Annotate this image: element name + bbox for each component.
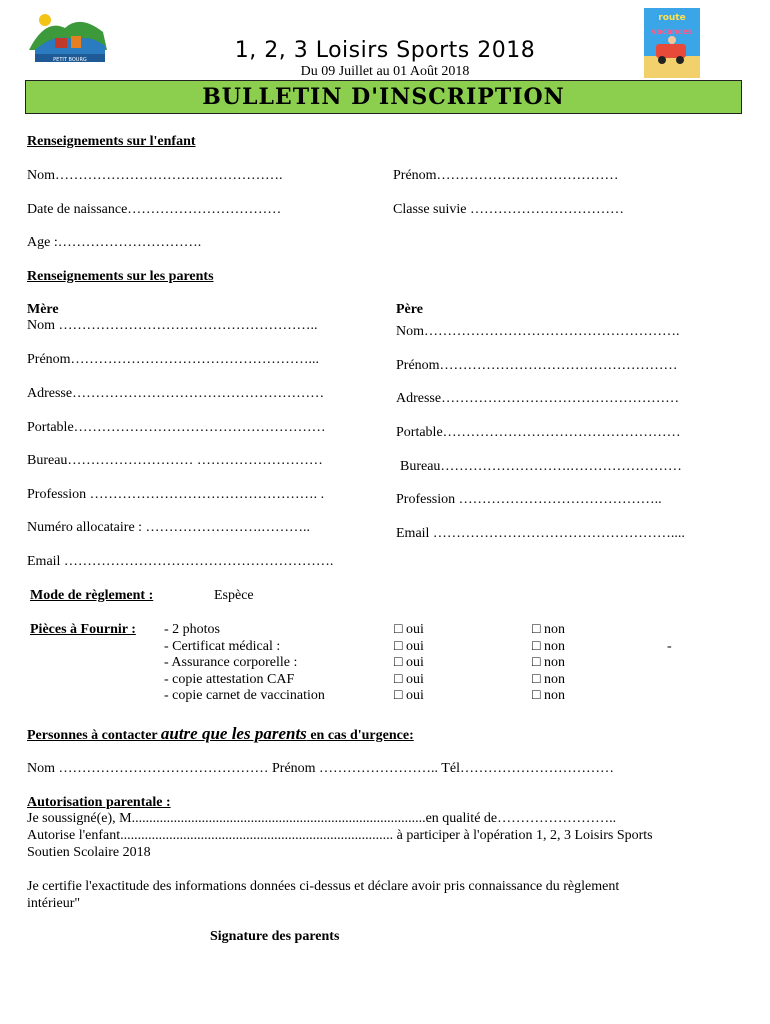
page-title: 1, 2, 3 Loisirs Sports 2018 — [234, 38, 536, 63]
mere-email-field[interactable]: Email …………………………………………………. — [27, 554, 334, 569]
enfant-classe-field[interactable]: Classe suivie …………………………… — [393, 202, 624, 217]
autorisation-line-soutien: Soutien Scolaire 2018 — [27, 845, 151, 860]
pere-adresse-field[interactable]: Adresse…………………………………………… — [396, 391, 680, 406]
piece-item-photos: - 2 photos — [164, 622, 220, 637]
svg-text:PETIT BOURG: PETIT BOURG — [53, 57, 87, 63]
non-checkbox[interactable]: □ non — [532, 655, 565, 670]
piece-item-vaccination: - copie carnet de vaccination — [164, 688, 325, 703]
pere-prenom-field[interactable]: Prénom…………………………………………… — [396, 358, 678, 373]
page-dates: Du 09 Juillet au 01 Août 2018 — [300, 64, 470, 79]
non-checkbox[interactable]: □ non — [532, 639, 565, 654]
section-enfant-heading: Renseignements sur l'enfant — [27, 134, 196, 149]
urgence-heading-part3: en cas d'urgence: — [306, 728, 414, 743]
mere-allocataire-field[interactable]: Numéro allocataire : …………………….……….. — [27, 520, 311, 535]
mere-nom-field[interactable]: Nom ……………………………………………….. — [27, 318, 318, 333]
urgence-heading-part2: autre que les parents — [160, 724, 307, 743]
enfant-date-naissance-field[interactable]: Date de naissance…………………………… — [27, 202, 282, 217]
enfant-prenom-field[interactable]: Prénom………………………………… — [393, 168, 619, 183]
non-checkbox[interactable]: □ non — [532, 672, 565, 687]
urgence-heading-part1: Personnes à contacter — [27, 728, 161, 743]
autorisation-line-soussigne[interactable]: Je soussigné(e), M....................................................................................en qualité de…………………….. — [27, 811, 617, 826]
piece-item-certificat: - Certificat médical : — [164, 639, 281, 654]
mere-adresse-field[interactable]: Adresse……………………………………………… — [27, 386, 325, 401]
pieces-label: Pièces à Fournir : — [30, 622, 136, 637]
oui-checkbox[interactable]: □ oui — [394, 672, 424, 687]
non-checkbox[interactable]: □ non — [532, 622, 565, 637]
autorisation-line-enfant[interactable]: Autorise l'enfant.............................................................................. à participer à l'opération 1, 2, 3 Loisirs Sports — [27, 828, 653, 843]
mere-label: Mère — [27, 302, 59, 317]
certify-text-line2: intérieur" — [27, 896, 81, 911]
mere-portable-field[interactable]: Portable……………………………………………… — [27, 420, 326, 435]
autorisation-heading: Autorisation parentale : — [27, 795, 171, 810]
enfant-nom-field[interactable]: Nom…………………………………………. — [27, 168, 283, 183]
non-checkbox[interactable]: □ non — [532, 688, 565, 703]
certify-text-line1: Je certifie l'exactitude des informations données ci-dessus et déclare avoir pris connaissance du règlement — [27, 879, 620, 894]
pere-email-field[interactable]: Email …………………………………………….... — [396, 526, 685, 541]
banner-title: BULLETIN D'INSCRIPTION — [202, 84, 565, 110]
oui-checkbox[interactable]: □ oui — [394, 688, 424, 703]
pere-bureau-field[interactable]: Bureau……………………….…………………… — [400, 459, 682, 474]
urgence-heading — [27, 726, 414, 744]
urgence-contact-field[interactable]: Nom ……………………………………… Prénom …………………….. Tél…………………………… — [27, 761, 614, 776]
pere-label: Père — [396, 302, 423, 317]
reglement-label: Mode de règlement : — [30, 588, 154, 603]
title-banner — [25, 80, 742, 114]
piece-item-caf: - copie attestation CAF — [164, 672, 295, 687]
mere-prenom-field[interactable]: Prénom……………………………………………... — [27, 352, 320, 367]
signature-label: Signature des parents — [210, 929, 340, 944]
enfant-age-field[interactable]: Age :…………………………. — [27, 235, 202, 250]
pere-profession-field[interactable]: Profession …………………………………….. — [396, 492, 662, 507]
dash-mark: - — [667, 639, 672, 654]
pere-portable-field[interactable]: Portable…………………………………………… — [396, 425, 681, 440]
mere-bureau-field[interactable]: Bureau……………………… ……………………… — [27, 453, 323, 468]
piece-item-assurance: - Assurance corporelle : — [164, 655, 298, 670]
oui-checkbox[interactable]: □ oui — [394, 622, 424, 637]
svg-text:route: route — [658, 13, 686, 23]
reglement-value: Espèce — [214, 588, 254, 603]
oui-checkbox[interactable]: □ oui — [394, 639, 424, 654]
section-parents-heading: Renseignements sur les parents — [27, 269, 214, 284]
mere-profession-field[interactable]: Profession …………………………………………. . — [27, 487, 325, 502]
pere-nom-field[interactable]: Nom………………………………………………. — [396, 324, 680, 339]
oui-checkbox[interactable]: □ oui — [394, 655, 424, 670]
svg-text:vacances: vacances — [651, 27, 693, 36]
